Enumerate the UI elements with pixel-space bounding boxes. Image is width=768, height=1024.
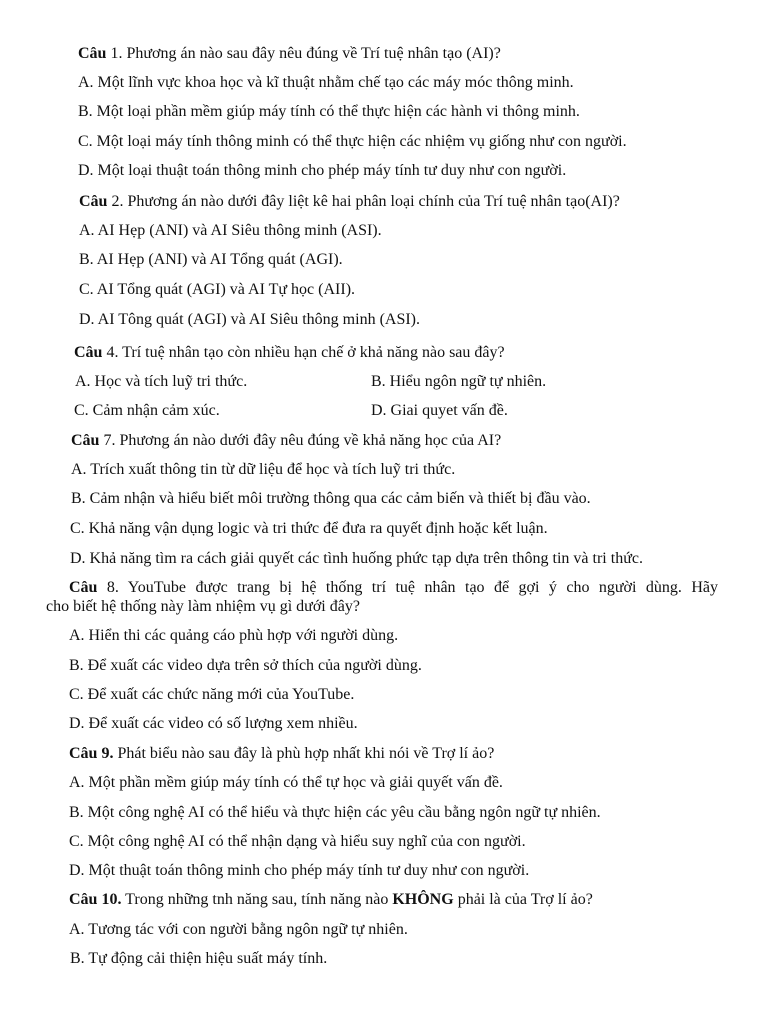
question-prompt-part-1: Trong những tnh năng sau, tính năng nào bbox=[121, 891, 393, 908]
question-4 bbox=[74, 343, 505, 363]
option-2b: B. AI Hẹp (ANI) và AI Tổng quát (AGI). bbox=[79, 251, 343, 268]
question-10 bbox=[69, 890, 593, 910]
question-label: Câu bbox=[78, 45, 107, 62]
question-8-line-1 bbox=[69, 578, 718, 598]
question-1 bbox=[78, 44, 501, 64]
question-prompt: Trí tuệ nhân tạo còn nhiều hạn chế ở khả năng nào sau đây? bbox=[118, 344, 505, 361]
question-9 bbox=[69, 744, 494, 764]
option-4b: B. Hiểu ngôn ngữ tự nhiên. bbox=[371, 373, 547, 390]
question-prompt: Phương án nào dưới đây nêu đúng về khả năng học của AI? bbox=[115, 432, 502, 449]
option-1a: A. Một lĩnh vực khoa học và kĩ thuật nhằm chế tạo các máy móc thông minh. bbox=[78, 74, 574, 91]
option-8d: D. Để xuất các video có số lượng xem nhiều. bbox=[69, 715, 358, 732]
question-prompt-part-2: phải là của Trợ lí ảo? bbox=[453, 891, 593, 908]
question-prompt: Phương án nào sau đây nêu đúng về Trí tuệ nhân tạo (AI)? bbox=[122, 45, 501, 62]
option-7c: C. Khả năng vận dụng logic và tri thức để đưa ra quyết định hoặc kết luận. bbox=[70, 520, 548, 537]
option-7a: A. Trích xuất thông tin từ dữ liệu để học và tích luỹ tri thức. bbox=[71, 461, 456, 478]
option-4a: A. Học và tích luỹ tri thức. bbox=[75, 373, 248, 390]
option-9c: C. Một công nghệ AI có thể nhận dạng và hiểu suy nghĩ của con người. bbox=[69, 833, 526, 850]
question-number: 7. bbox=[99, 432, 116, 449]
option-1b: B. Một loại phần mềm giúp máy tính có thể thực hiện các hành vi thông minh. bbox=[78, 103, 580, 120]
option-2a: A. AI Hẹp (ANI) và AI Siêu thông minh (ASI). bbox=[79, 222, 382, 239]
option-9a: A. Một phần mềm giúp máy tính có thể tự học và giải quyết vấn đề. bbox=[69, 774, 503, 791]
question-prompt: Phương án nào dưới đây liệt kê hai phân loại chính của Trí tuệ nhân tạo(AI)? bbox=[123, 193, 620, 210]
question-emphasis: KHÔNG bbox=[392, 891, 454, 908]
question-label: Câu bbox=[69, 579, 98, 596]
option-7d: D. Khả năng tìm ra cách giải quyết các tình huống phức tạp dựa trên thông tin và tri thức. bbox=[70, 550, 643, 567]
question-number: 8. bbox=[97, 579, 119, 596]
option-8b: B. Để xuất các video dựa trên sở thích của người dùng. bbox=[69, 657, 422, 674]
question-2 bbox=[79, 192, 620, 212]
question-label: Câu 10. bbox=[69, 891, 122, 908]
option-2c: C. AI Tổng quát (AGI) và AI Tự học (AII). bbox=[79, 281, 356, 298]
option-9d: D. Một thuật toán thông minh cho phép máy tính tư duy như con người. bbox=[69, 862, 530, 879]
option-7b: B. Cảm nhận và hiểu biết môi trường thông qua các cảm biến và thiết bị đầu vào. bbox=[71, 490, 591, 507]
option-10a: A. Tương tác với con người bằng ngôn ngữ tự nhiên. bbox=[69, 921, 408, 938]
question-label: Câu 9. bbox=[69, 745, 114, 762]
question-number: 2. bbox=[107, 193, 124, 210]
option-8a: A. Hiển thi các quảng cáo phù hợp với người dùng. bbox=[69, 627, 399, 644]
question-number: 4. bbox=[102, 344, 119, 361]
option-9b: B. Một công nghệ AI có thể hiểu và thực hiện các yêu cầu bằng ngôn ngữ tự nhiên. bbox=[69, 804, 601, 821]
option-1c: C. Một loại máy tính thông minh có thể thực hiện các nhiệm vụ giống như con người. bbox=[78, 133, 627, 150]
question-prompt: Phát biểu nào sau đây là phù hợp nhất khi nói về Trợ lí ảo? bbox=[113, 745, 495, 762]
question-label: Câu bbox=[74, 344, 103, 361]
question-label: Câu bbox=[71, 432, 100, 449]
option-8c: C. Để xuất các chức năng mới của YouTube. bbox=[69, 686, 355, 703]
question-prompt: YouTube được trang bị hệ thống trí tuệ nhân tạo để gợi ý cho người dùng. Hãy bbox=[118, 579, 719, 596]
question-7 bbox=[71, 431, 501, 451]
option-10b: B. Tự động cải thiện hiệu suất máy tính. bbox=[70, 950, 328, 967]
option-4d: D. Giai quyet vấn đề. bbox=[371, 402, 508, 419]
option-4c: C. Cảm nhận cảm xúc. bbox=[74, 402, 220, 419]
question-8-line-2: cho biết hệ thống này làm nhiệm vụ gì dưới đây? bbox=[46, 598, 360, 615]
option-1d: D. Một loại thuật toán thông minh cho phép máy tính tư duy như con người. bbox=[78, 162, 567, 179]
question-number: 1. bbox=[106, 45, 123, 62]
question-label: Câu bbox=[79, 193, 108, 210]
option-2d: D. AI Tông quát (AGI) và AI Siêu thông minh (ASI). bbox=[79, 311, 420, 328]
